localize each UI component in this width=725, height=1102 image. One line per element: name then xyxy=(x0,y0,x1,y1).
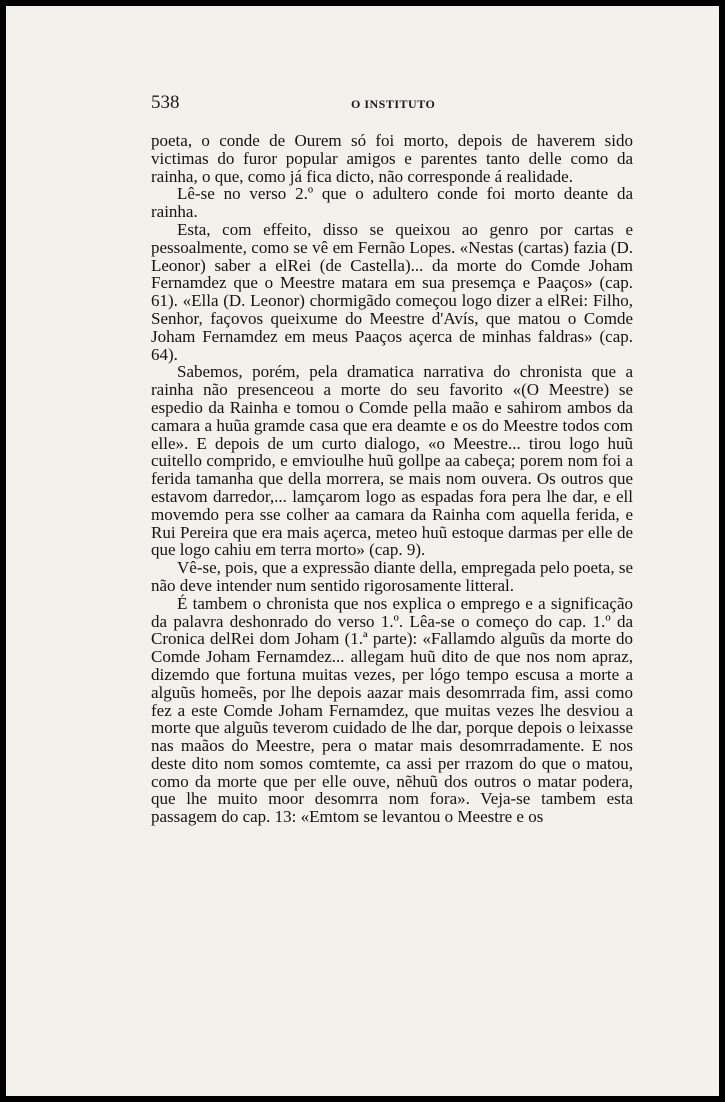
running-title: O INSTITUTO xyxy=(351,97,436,111)
paragraph: Esta, com effeito, disso se queixou ao genro por cartas e pessoalmente, como se vê em Fernão Lopes. «Nestas (cartas) fazia (D. Leonor) saber a elRei (de Castella)... da morte do Comde Joham Fernamdez que o Meestre matara em sua presemça e Paaços» (cap. 61). «Ella (D. Leonor) chormigãdo começou logo dizer a elRei: Filho, Senhor, façovos queixume do Meestre d'Avís, que matou o Comde Joham Fernamdez em meus Paaços açerca de minhas faldras» (cap. 64). xyxy=(151,219,633,364)
paragraph: poeta, o conde de Ourem só foi morto, depois de haverem sido victimas do furor popular amigos e parentes tanto delle como da rainha, o que, como já fica dicto, não corresponde á realidade. xyxy=(151,131,633,186)
paragraph: Lê-se no verso 2.º que o adultero conde foi morto deante da rainha. xyxy=(151,184,633,222)
paragraph: É tambem o chronista que nos explica o emprego e a significação da palavra deshonrado do verso 1.º. Lêa-se o começo do cap. 1.º da Cronica delRei dom Joham (1.ª parte): «Fallamdo alguũs da morte do Comde Joham Fernamdez... allegam huũ dito de que nos nom apraz, dizemdo que fortuna muitas vezes, per lógo tempo escusa a morte a alguũs homeẽs, por lhe depois aazar mais desomrrada fim, assi como fez a este Comde Joham Fernamdez, que muitas vezes lhe desviou a morte que alguũs teverom cuidado de lhe dar, porque depois o leixasse nas maãos do Meestre, pera o matar mais desomrradamente. E nos deste dito nom somos comtemte, ca assi per rrazom do que o matou, como da morte que per elle ouve, nẽhuũ dos outros o matar podera, que lhe muito moor desomrra nom fora». Veja-se tambem esta passagem do cap. 13: «Emtom se levantou o Meestre e os xyxy=(151,593,633,827)
page-number: 538 xyxy=(151,92,180,113)
paragraph: Vê-se, pois, que a expressão diante della, empregada pelo poeta, se não deve intender num sentido rigorosamente litteral. xyxy=(151,558,633,595)
body-text xyxy=(151,132,633,826)
paragraph: Sabemos, porém, pela dramatica narrativa do chronista que a rainha não presenceou a morte do seu favorito «(O Meestre) se espedio da Rainha e tomou o Comde pella maão e sahirom ambos da camara a huũa gramde casa que era deamte e os do Meestre todos com elle». E depois de um curto dialogo, «o Meestre... tirou logo huũ cuitello comprido, e emvioulhe huũ gollpe aa cabeça; porem nom foi a ferida tamanha que della morrera, se mais nom ouvera. Os outros que estavom darredor,... lamçarom logo as espadas fora pera lhe dar, e ell movemdo pera sse colher aa camara da Rainha com aquella ferida, e Rui Pereira que era mais açerca, meteo huũ estoque darmas per elle de que logo cahiu em terra morto» (cap. 9). xyxy=(151,362,633,560)
book-page xyxy=(6,6,719,1096)
page-header xyxy=(151,92,633,116)
